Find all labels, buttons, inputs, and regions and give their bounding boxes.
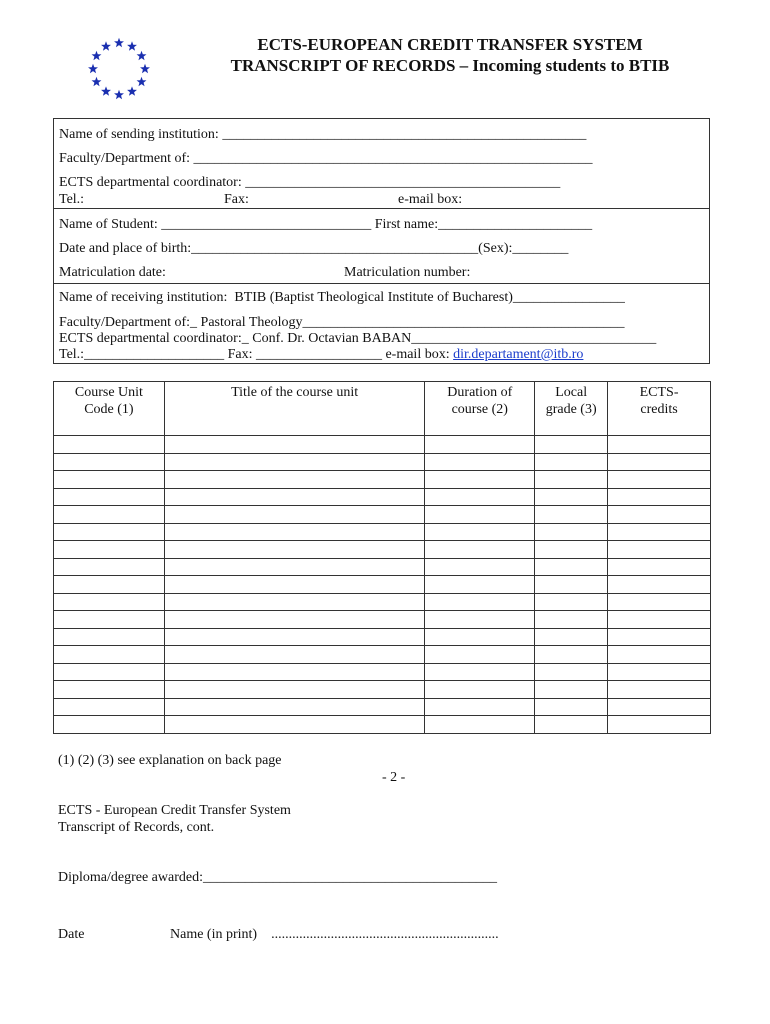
receiving-coordinator-row [59,331,656,347]
header-duration-text: Duration of course (2) [447,385,513,417]
table-cell[interactable] [425,541,535,559]
table-cell[interactable] [425,663,535,681]
table-cell[interactable] [608,471,711,489]
receiving-faculty-value[interactable]: _ Pastoral Theology______________________________________________ [190,315,625,330]
receiving-coordinator-label: ECTS departmental coordinator: [59,331,242,346]
table-cell[interactable] [164,663,425,681]
header-course-title [164,382,425,436]
table-cell[interactable] [54,698,165,716]
ects-cont-line-2: Transcript of Records, cont. [58,820,215,835]
table-cell[interactable] [54,523,165,541]
table-cell[interactable] [608,576,711,594]
sending-coordinator-field[interactable]: ECTS departmental coordinator: _____________________________________________ [59,175,561,190]
table-cell[interactable] [535,558,608,576]
table-cell[interactable] [535,593,608,611]
table-cell[interactable] [164,611,425,629]
table-cell[interactable] [608,611,711,629]
table-cell[interactable] [535,471,608,489]
table-cell[interactable] [535,541,608,559]
table-cell[interactable] [425,488,535,506]
eu-stars-icon [84,36,154,102]
table-cell[interactable] [164,646,425,664]
header-duration [425,382,535,436]
table-cell[interactable] [535,646,608,664]
table-row [54,523,711,541]
table-cell[interactable] [164,558,425,576]
table-cell[interactable] [164,506,425,524]
table-cell[interactable] [164,541,425,559]
table-cell[interactable] [425,611,535,629]
sending-fax-label[interactable]: Fax: [224,192,249,207]
table-cell[interactable] [535,506,608,524]
student-name-field[interactable]: Name of Student: ______________________________ First name:______________________ [59,217,593,232]
table-row [54,436,711,454]
star-icon [114,38,124,47]
table-cell[interactable] [54,681,165,699]
table-cell[interactable] [425,471,535,489]
table-cell[interactable] [54,716,165,734]
table-cell[interactable] [535,698,608,716]
table-cell[interactable] [425,593,535,611]
star-icon [127,86,137,95]
table-cell[interactable] [54,558,165,576]
table-cell[interactable] [54,611,165,629]
table-cell[interactable] [54,646,165,664]
title-line-1: ECTS-EUROPEAN CREDIT TRANSFER SYSTEM [257,35,643,54]
table-cell[interactable] [54,436,165,454]
receiving-institution-row [59,290,625,306]
table-cell[interactable] [425,506,535,524]
course-table-body [54,436,711,734]
table-cell[interactable] [164,488,425,506]
table-cell[interactable] [535,681,608,699]
explanation-note: (1) (2) (3) see explanation on back page [58,753,282,768]
receiving-contact-row [59,347,583,363]
header-course-title-text: Title of the course unit [231,385,359,400]
receiving-institution-value[interactable]: BTIB (Baptist Theological Institute of Bucharest)________________ [234,290,625,305]
table-cell[interactable] [164,453,425,471]
table-cell[interactable] [535,453,608,471]
receiving-faculty-row [59,315,625,331]
table-row [54,506,711,524]
sending-institution-section [53,118,710,209]
birth-field[interactable]: Date and place of birth:_________________________________________(Sex):________ [59,241,569,256]
table-cell[interactable] [535,576,608,594]
receiving-faculty-label: Faculty/Department of: [59,315,191,330]
table-cell[interactable] [425,628,535,646]
table-cell[interactable] [164,593,425,611]
table-cell[interactable] [608,716,711,734]
star-icon [92,51,102,60]
table-cell[interactable] [608,523,711,541]
header-ects-credits [608,382,711,436]
table-cell[interactable] [425,681,535,699]
star-icon [88,64,98,73]
table-cell[interactable] [608,593,711,611]
name-in-print-field[interactable]: Name (in print) ................................................................. [170,927,499,942]
diploma-field[interactable]: Diploma/degree awarded:__________________________________________ [58,870,497,885]
table-row [54,698,711,716]
header-local-grade [535,382,608,436]
table-cell[interactable] [608,541,711,559]
table-cell[interactable] [608,628,711,646]
table-cell[interactable] [535,628,608,646]
header-course-code-text: Course Unit Code (1) [74,385,143,417]
table-row [54,488,711,506]
table-row [54,453,711,471]
table-cell[interactable] [425,436,535,454]
table-row [54,628,711,646]
table-cell[interactable] [54,488,165,506]
receiving-email-link[interactable]: dir.departament@itb.ro [453,347,584,362]
table-cell[interactable] [164,471,425,489]
table-cell[interactable] [608,488,711,506]
star-icon [92,77,102,86]
table-cell[interactable] [54,576,165,594]
table-cell[interactable] [608,506,711,524]
table-cell[interactable] [425,646,535,664]
document-title [160,34,740,76]
table-cell[interactable] [608,436,711,454]
table-cell[interactable] [54,506,165,524]
table-header-row [54,382,711,436]
matriculation-number-label[interactable]: Matriculation number: [344,265,471,280]
table-cell[interactable] [425,558,535,576]
sending-email-label[interactable]: e-mail box: [398,192,463,207]
star-icon [140,64,150,73]
table-cell[interactable] [54,541,165,559]
table-row [54,663,711,681]
course-table [53,381,711,734]
table-row [54,681,711,699]
ects-cont-line-1: ECTS - European Credit Transfer System [58,803,291,818]
star-icon [101,86,111,95]
table-cell[interactable] [535,663,608,681]
table-row [54,471,711,489]
sending-institution-field[interactable]: Name of sending institution: ____________________________________________________ [59,127,587,142]
table-cell[interactable] [54,453,165,471]
table-row [54,716,711,734]
table-cell[interactable] [535,611,608,629]
table-cell[interactable] [535,523,608,541]
star-icon [137,77,147,86]
student-section [53,208,710,284]
table-row [54,611,711,629]
table-cell[interactable] [164,681,425,699]
table-cell[interactable] [54,663,165,681]
header-ects-credits-text: ECTS- credits [639,385,679,417]
table-cell[interactable] [608,698,711,716]
table-cell[interactable] [54,593,165,611]
table-cell[interactable] [164,628,425,646]
star-icon [137,51,147,60]
table-cell[interactable] [54,628,165,646]
star-icon [127,41,137,50]
date-label[interactable]: Date [58,927,85,942]
star-icon [101,41,111,50]
table-cell[interactable] [425,698,535,716]
sending-faculty-field[interactable]: Faculty/Department of: _________________________________________________________ [59,151,593,166]
receiving-institution-section [53,283,710,364]
table-cell[interactable] [425,453,535,471]
table-row [54,576,711,594]
table-cell[interactable] [608,558,711,576]
table-cell[interactable] [535,488,608,506]
header-course-code [54,382,165,436]
table-cell[interactable] [164,698,425,716]
table-row [54,541,711,559]
table-cell[interactable] [535,716,608,734]
page-number: - 2 - [382,770,406,785]
table-cell[interactable] [164,716,425,734]
table-cell[interactable] [164,576,425,594]
table-cell[interactable] [608,663,711,681]
matriculation-date-label[interactable]: Matriculation date: [59,265,166,280]
table-row [54,558,711,576]
table-cell[interactable] [608,453,711,471]
title-line-2: TRANSCRIPT OF RECORDS – Incoming students to BTIB [230,56,670,75]
sending-tel-label[interactable]: Tel.: [59,192,85,207]
table-row [54,646,711,664]
table-cell[interactable] [425,523,535,541]
receiving-contact-label: Tel.:____________________ Fax: __________________ e-mail box: [59,347,454,362]
table-cell[interactable] [535,436,608,454]
header-local-grade-text: Local grade (3) [545,385,597,417]
table-cell[interactable] [164,436,425,454]
table-row [54,593,711,611]
table-cell[interactable] [54,471,165,489]
receiving-coordinator-value[interactable]: _ Conf. Dr. Octavian BABAN___________________________________ [241,331,657,346]
receiving-institution-label: Name of receiving institution: [59,290,231,305]
table-cell[interactable] [425,576,535,594]
table-cell[interactable] [164,523,425,541]
table-cell[interactable] [608,646,711,664]
table-cell[interactable] [425,716,535,734]
table-cell[interactable] [608,681,711,699]
star-icon [114,90,124,99]
